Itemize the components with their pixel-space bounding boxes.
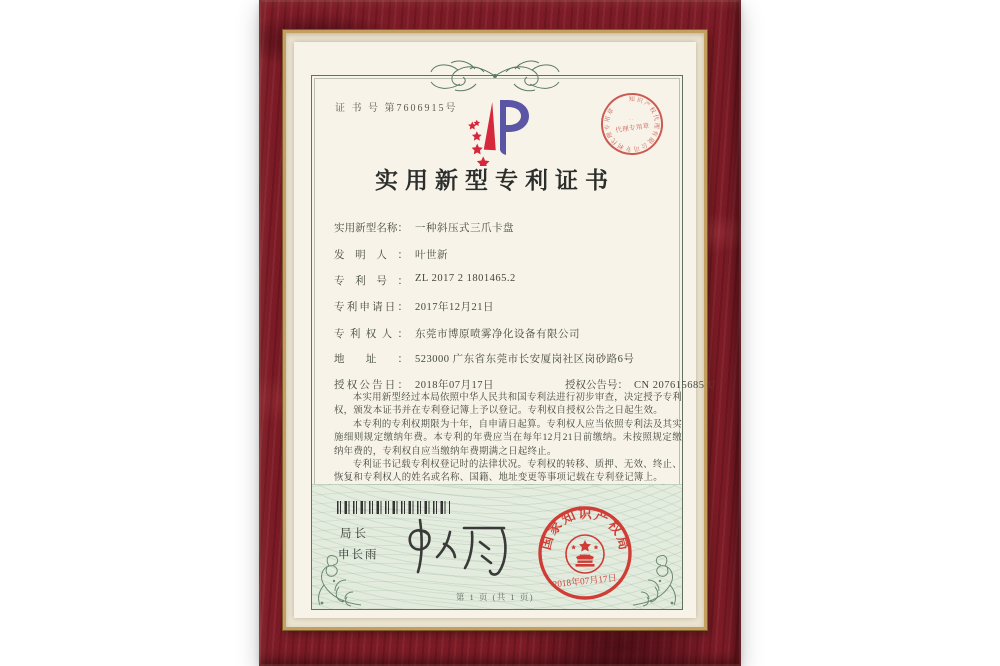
field-row-patentee <box>334 326 682 341</box>
certificate-title: 实用新型专利证书 <box>375 168 615 193</box>
field-value: 2017年12月21日 <box>415 302 494 313</box>
patent-office-logo-icon <box>452 88 552 166</box>
field-value: 叶世新 <box>415 250 448 261</box>
cnipa-official-seal <box>536 504 634 602</box>
gold-trim <box>283 30 716 630</box>
seal-date: 2018年07月17日 <box>552 572 618 590</box>
agency-seal <box>594 86 671 163</box>
field-label: 专利权人： <box>334 329 408 340</box>
signature-of-director-icon <box>398 512 516 578</box>
field-row-name <box>334 220 682 235</box>
legal-paragraph: 本专利的专利权期限为十年，自申请日起算。专利权人应当依照专利法及其实施细则规定缴纳年费。本专利的年费应当在每年12月21日前缴纳。未按照规定缴纳年费的，专利权自应当缴纳年费期满之日起终止。 <box>334 419 682 457</box>
field-row-inventor <box>334 247 682 262</box>
field-label: 专利申请日： <box>334 302 408 313</box>
official-role: 局长 <box>340 528 369 540</box>
field-label: 授权公告号： <box>565 380 628 391</box>
certificate-paper <box>294 42 716 618</box>
page-footer: 第 1 页 (共 1 页) <box>455 592 535 602</box>
wooden-frame <box>259 0 741 666</box>
china-national-emblem-icon <box>566 535 604 573</box>
seal-char: 知 <box>559 507 578 527</box>
agency-seal-center-text: 代理专用章 <box>615 122 651 135</box>
legal-paragraph: 专利证书记载专利权登记时的法律状况。专利权的转移、质押、无效、终止、恢复和专利权人的姓名或名称、国籍、地址变更等事项记载在专利登记簿上。 <box>334 460 682 484</box>
field-value: 523000 广东省东莞市长安厦岗社区岗砂路6号 <box>415 354 635 365</box>
field-row-address <box>334 351 682 366</box>
field-grant-no <box>565 377 716 392</box>
field-value: 东莞市博原喷雾净化设备有限公司 <box>415 329 580 340</box>
mat-board <box>286 33 716 627</box>
official-name: 申长雨 <box>338 549 379 561</box>
field-label: 专利号： <box>334 276 408 287</box>
field-value: 2018年07月17日 <box>415 380 494 391</box>
legal-paragraph: 本实用新型经过本局依照中华人民共和国专利法进行初步审查，决定授予专利权，颁发本证书并在专利登记簿上予以登记。专利权自授权公告之日起生效。 <box>334 393 682 417</box>
field-row-grant <box>334 377 716 392</box>
certificate-number: 证 书 号 第7606915号 <box>335 103 458 114</box>
field-value: 一种斜压式三爪卡盘 <box>415 223 514 234</box>
seal-char: 产 <box>592 507 611 527</box>
agency-seal-ring-text: 知识产权代理有限公司专利代理专用章 <box>604 96 660 152</box>
seal-char: 识 <box>578 506 592 521</box>
seal-char: 家 <box>544 517 565 538</box>
field-row-patent-no <box>334 273 682 288</box>
svg-text:· ·: · · <box>628 117 635 124</box>
field-label: 授权公告日： <box>334 380 408 391</box>
field-label: 地址： <box>334 354 408 365</box>
seal-char: 国 <box>537 534 556 552</box>
legal-text <box>334 392 682 486</box>
field-label: 发明人： <box>334 250 408 261</box>
field-value: CN 207615685 U <box>634 380 716 391</box>
seal-char: 局 <box>614 534 633 552</box>
field-value: ZL 2017 2 1801465.2 <box>415 273 516 284</box>
seal-char: 权 <box>605 517 626 538</box>
field-row-filing-date <box>334 299 682 314</box>
field-label: 实用新型名称： <box>334 223 408 234</box>
